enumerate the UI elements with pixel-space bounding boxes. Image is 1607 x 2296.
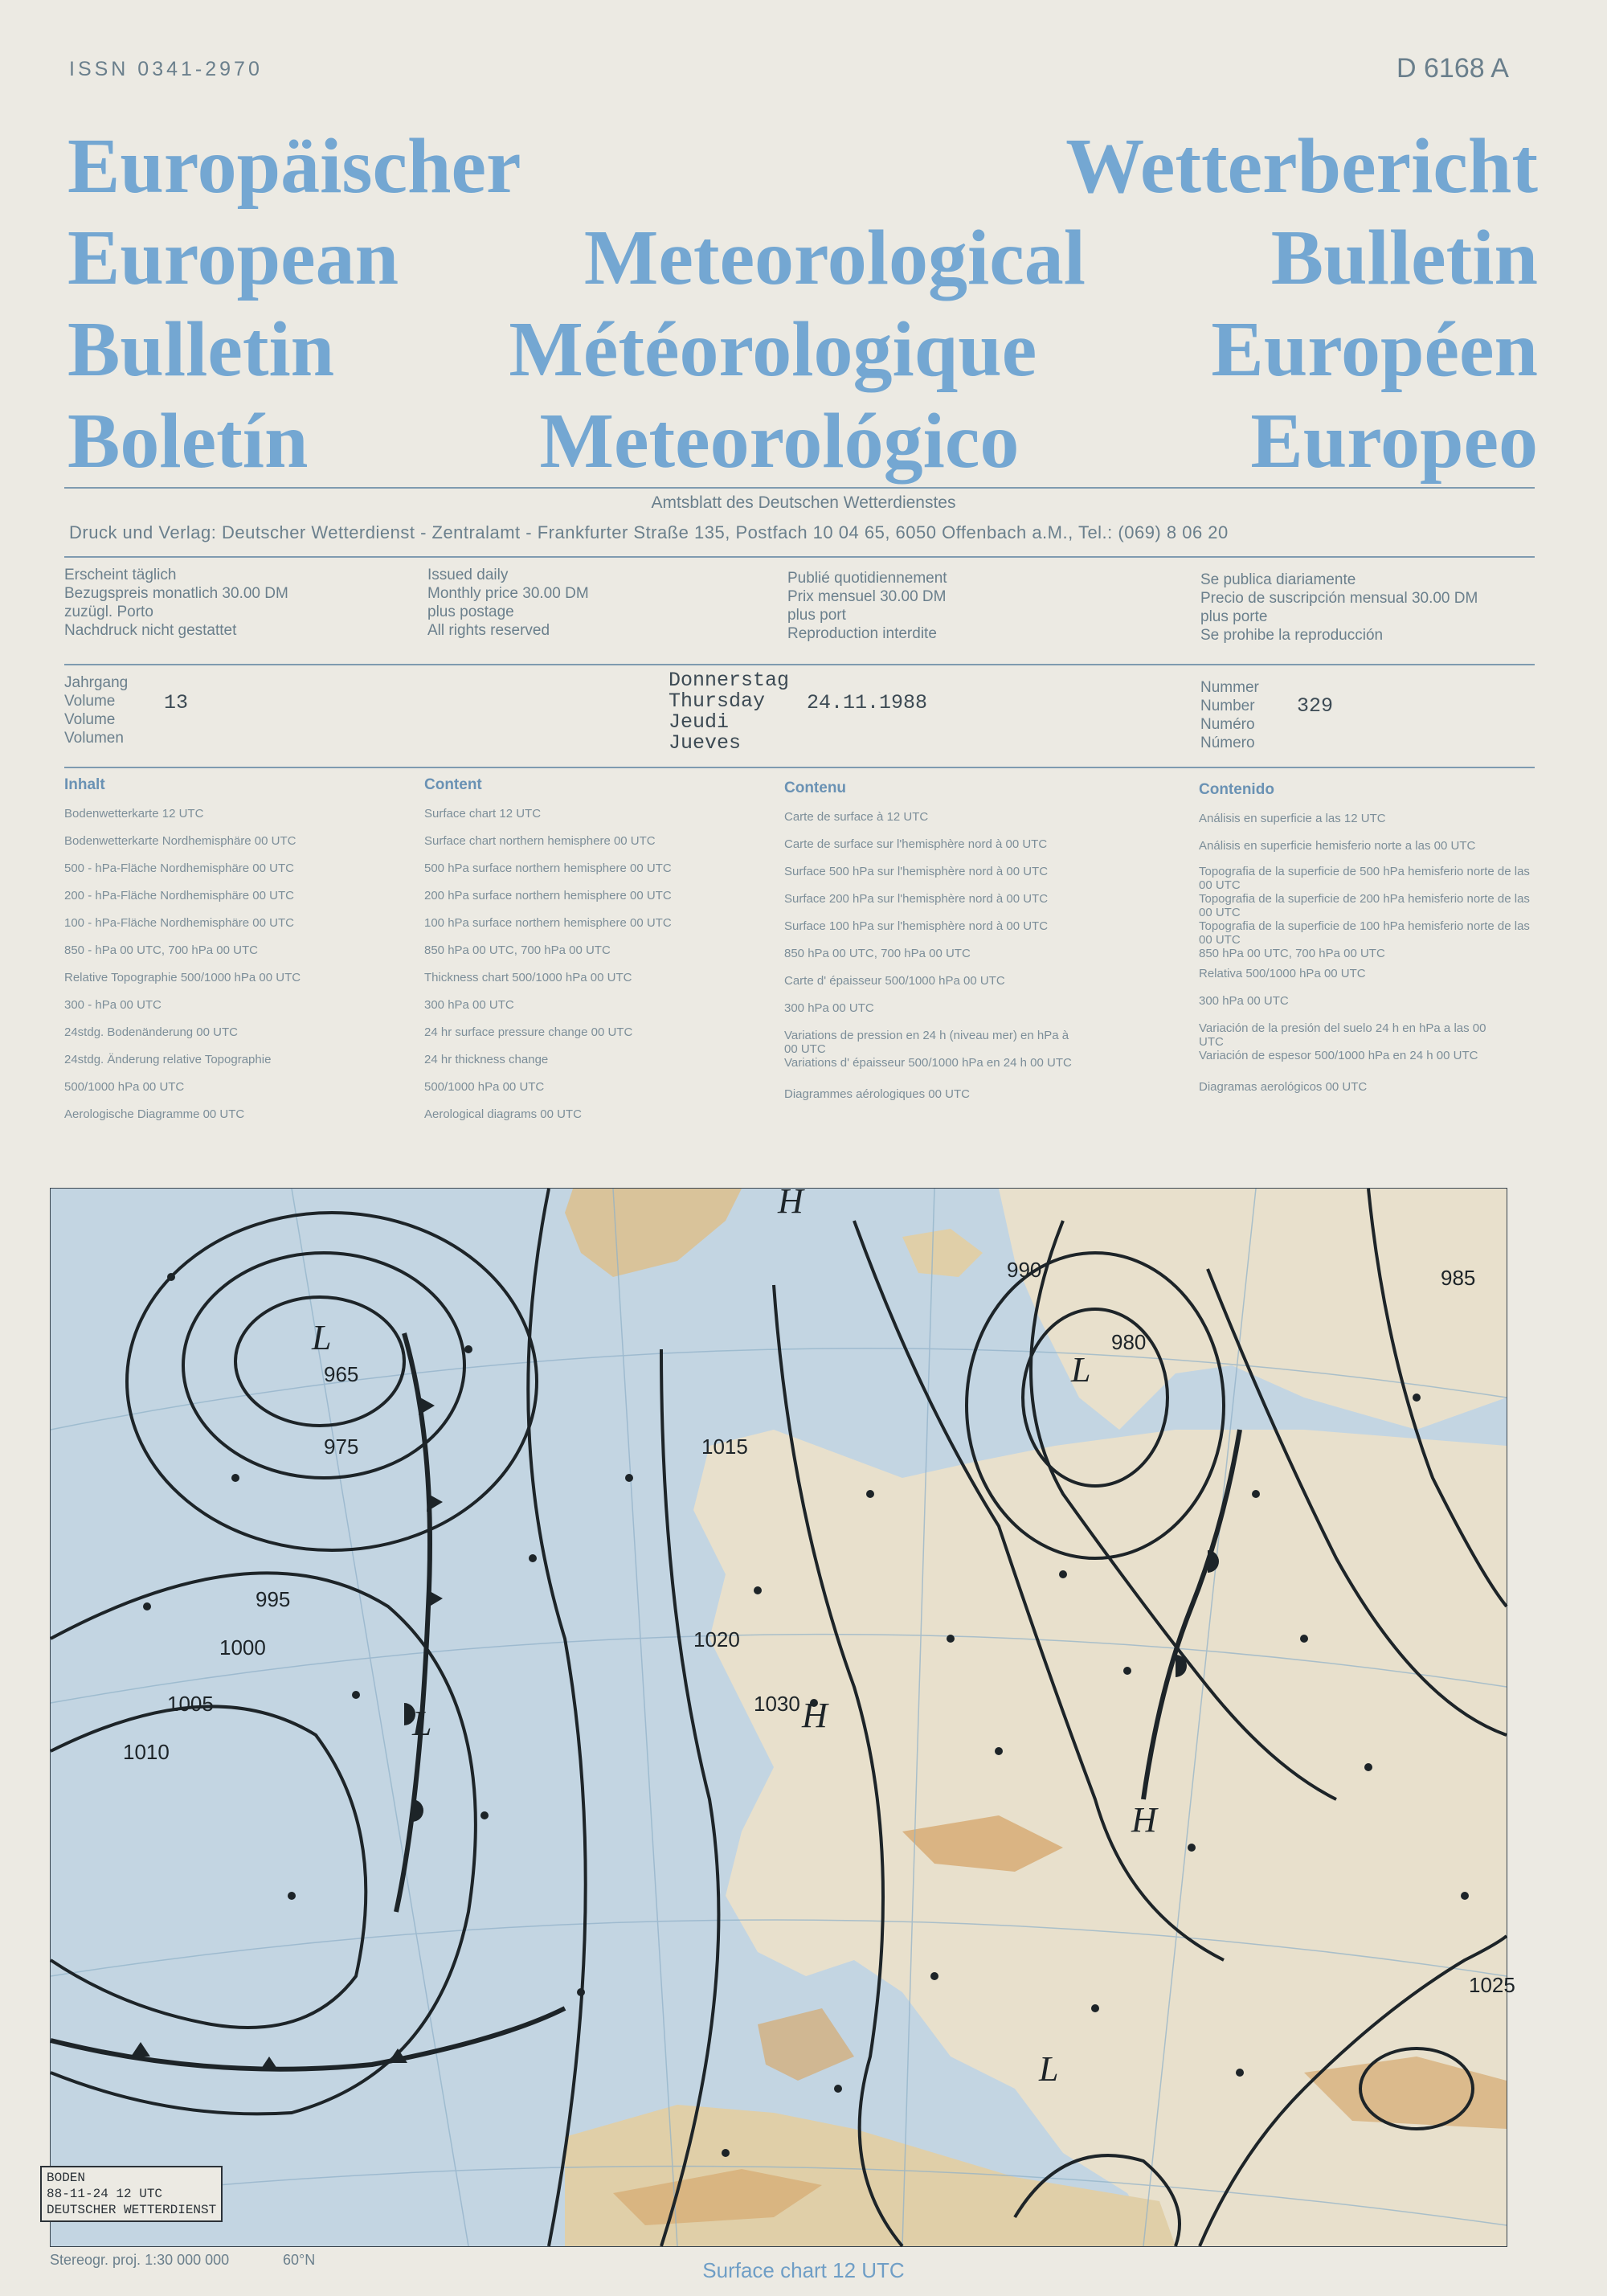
info-english: Issued daily Monthly price 30.00 DM plus postage All rights reserved: [427, 567, 589, 639]
official-gazette-subtitle: Amtsblatt des Deutschen Wetterdienstes: [651, 493, 956, 512]
svg-text:1030: 1030: [754, 1692, 800, 1716]
title-french: Bulletin Météorologique Européen: [67, 306, 1538, 393]
high-pressure-marker: H: [1131, 1800, 1157, 1840]
info-french: Publié quotidiennement Prix mensuel 30.00 DM plus port Reproduction interdite: [787, 570, 947, 642]
chart-stamp: BODEN 88-11-24 12 UTC DEUTSCHER WETTERDIENST: [40, 2166, 223, 2222]
surface-weather-map: [50, 1181, 1515, 2247]
high-pressure-marker: H: [802, 1696, 828, 1735]
iceland-landmass: [902, 1229, 983, 1277]
weather-map-svg: [51, 1181, 1515, 2246]
title-english: European Meteorological Bulletin: [67, 215, 1538, 301]
contents-german: Inhalt Bodenwetterkarte 12 UTC Bodenwetterkarte Nordhemisphäre 00 UTC 500 - hPa-Fläche Nordhemisphäre 00 UTC 200 - hPa-Fläche Nordhemisphäre 00 UTC 100 - hPa-Fläche Nordhemisphäre 00 UTC 850 - hPa 00 UTC, 700 hPa 00 UTC Relative Topographie 500/1000 hPa 00 UTC 300 - hPa 00 UTC 24stdg. Bodenänderung 00 UTC 24stdg. Änderung relative Topographie 500/1000 hPa 00 UTC Aerologische Diagramme 00 UTC: [64, 776, 301, 1121]
latitude-note: 60°N: [283, 2252, 316, 2268]
svg-text:980: 980: [1111, 1330, 1147, 1354]
contents-spanish: Contenido Análisis en superficie a las 12 UTC Análisis en superficie hemisferio norte a las 00 UTC Topografia de la superficie de 500 hPa hemisferio norte de las 00 UTC Topografia de la superficie de 200 hPa hemisferio norte de las 00 UTC Topografia de la superficie de 100 hPa hemisferio norte de las 00 UTC 850 hPa 00 UTC, 700 hPa 00 UTC Relativa 500/1000 hPa 00 UTC 300 hPa 00 UTC Variación de la presión del suelo 24 h en hPa a las 00 UTC Variación de espesor 500/1000 hPa en 24 h 00 UTC Diagramas aerológicos 00 UTC: [1199, 781, 1530, 1094]
weekday-labels: Donnerstag Thursday Jeudi Jueves: [669, 669, 790, 755]
divider: [64, 556, 1535, 558]
contents-french: Contenu Carte de surface à 12 UTC Carte de surface sur l'hemisphère nord à 00 UTC Surface 500 hPa sur l'hemisphère nord à 00 UTC Surface 200 hPa sur l'hemisphère nord à 00 UTC Surface 100 hPa sur l'hemisphère nord à 00 UTC 850 hPa 00 UTC, 700 hPa 00 UTC Carte d' épaisseur 500/1000 hPa 00 UTC 300 hPa 00 UTC Variations de pression en 24 h (niveau mer) en hPa à 00 UTC Variations d' épaisseur 500/1000 hPa en 24 h 00 UTC Diagrammes aérologiques 00 UTC: [784, 780, 1072, 1101]
title-german: Europäischer Wetterbericht: [67, 123, 1538, 210]
svg-text:965: 965: [324, 1362, 359, 1386]
svg-text:1025: 1025: [1469, 1973, 1515, 1997]
svg-text:985: 985: [1441, 1266, 1476, 1290]
volume-labels: Jahrgang Volume Volume Volumen: [64, 674, 129, 747]
greenland-landmass: [565, 1189, 742, 1277]
title-spanish: Boletín Meteorológico Europeo: [67, 398, 1538, 485]
divider: [64, 767, 1535, 768]
iberia-relief: [758, 2008, 854, 2081]
svg-text:1015: 1015: [701, 1434, 748, 1459]
map-caption: Surface chart 12 UTC: [702, 2258, 905, 2282]
volume-number: 13: [164, 691, 189, 714]
svg-text:975: 975: [324, 1434, 359, 1459]
issn: ISSN 0341-2970: [69, 58, 263, 80]
low-pressure-marker: L: [1071, 1350, 1091, 1389]
svg-text:1005: 1005: [167, 1692, 214, 1716]
low-pressure-marker: L: [1039, 2049, 1059, 2089]
low-pressure-marker: L: [412, 1704, 432, 1743]
svg-text:1010: 1010: [123, 1740, 170, 1764]
divider: [64, 664, 1535, 665]
svg-text:995: 995: [256, 1587, 291, 1611]
svg-text:990: 990: [1007, 1258, 1042, 1282]
issue-number: 329: [1297, 694, 1334, 718]
number-labels: Nummer Number Numéro Número: [1200, 679, 1259, 751]
publication-code: D 6168 A: [1396, 53, 1509, 84]
svg-text:1020: 1020: [693, 1627, 740, 1651]
issue-date: 24.11.1988: [807, 691, 928, 714]
svg-text:1000: 1000: [219, 1635, 266, 1660]
low-pressure-marker: L: [312, 1318, 332, 1357]
publisher-line: Druck und Verlag: Deutscher Wetterdienst - Zentralamt - Frankfurter Straße 135, Postfach 10 04 65, 6050 Offenbach a.M., Tel.: (069) 8 06 20: [69, 522, 1229, 542]
high-pressure-marker: H: [778, 1181, 804, 1221]
scandinavia-landmass: [999, 1189, 1507, 1430]
divider: [64, 487, 1535, 489]
projection-note: Stereogr. proj. 1:30 000 000: [50, 2252, 230, 2268]
info-german: Erscheint täglich Bezugspreis monatlich 30.00 DM zuzügl. Porto Nachdruck nicht gestattet: [64, 567, 288, 639]
contents-english: Content Surface chart 12 UTC Surface chart northern hemisphere 00 UTC 500 hPa surface northern hemisphere 00 UTC 200 hPa surface northern hemisphere 00 UTC 100 hPa surface northern hemisphere 00 UTC 850 hPa 00 UTC, 700 hPa 00 UTC Thickness chart 500/1000 hPa 00 UTC 300 hPa 00 UTC 24 hr surface pressure change 00 UTC 24 hr thickness change 500/1000 hPa 00 UTC Aerological diagrams 00 UTC: [424, 776, 672, 1121]
info-spanish: Se publica diariamente Precio de suscripción mensual 30.00 DM plus porte Se prohibe la reproducción: [1200, 571, 1478, 644]
